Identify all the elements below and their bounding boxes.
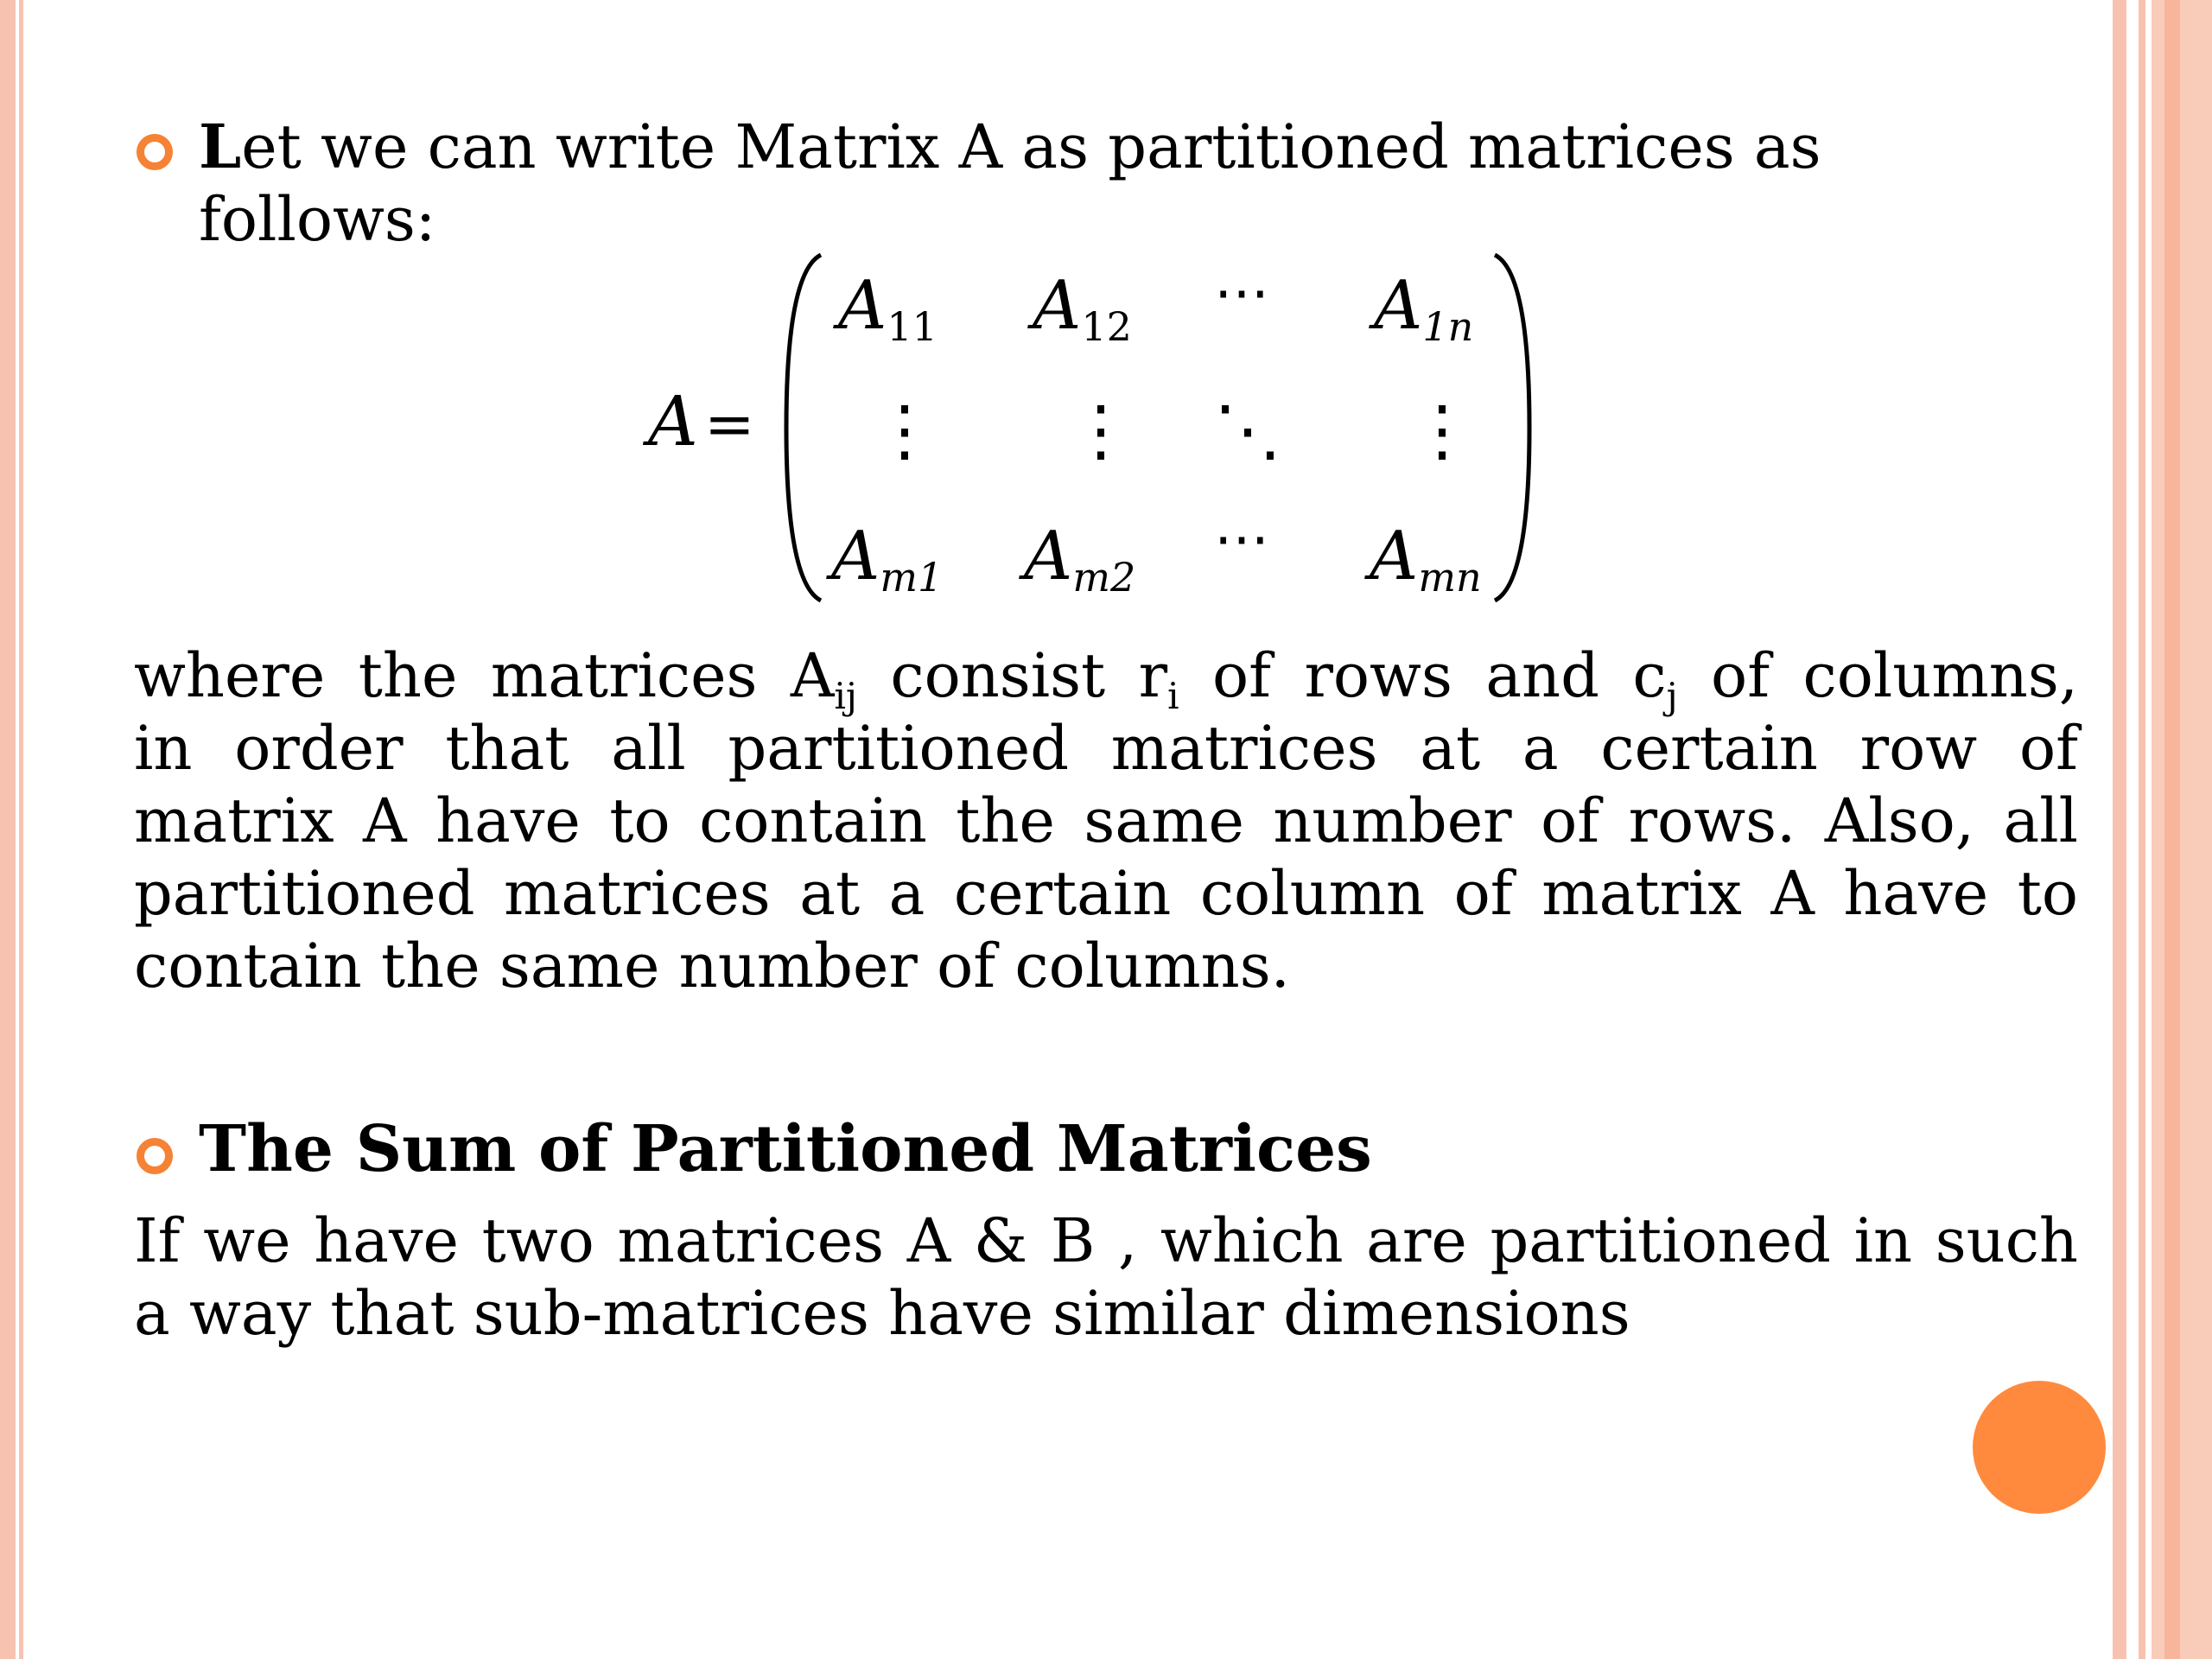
section-heading: The Sum of Partitioned Matrices <box>199 1112 1372 1186</box>
bullet-circle-icon <box>137 134 173 170</box>
paragraph-line-2: in order that all partitioned matrices at a certain row of <box>134 713 2078 784</box>
definition-paragraph <box>134 639 2078 1002</box>
partitioned-matrix-equation <box>639 246 1555 609</box>
entry-hdots-bottom: ⋯ <box>1214 507 1269 571</box>
right-frame-line <box>2139 0 2145 1659</box>
entry-amn: Amn <box>1370 518 1482 601</box>
intro-bold-letter: L <box>199 111 242 182</box>
entry-am1: Am1 <box>831 518 944 601</box>
intro-line-1-text: et we can write Matrix A as partitioned matrices as <box>241 111 1821 182</box>
sub-j: j <box>1666 675 1678 717</box>
paragraph-line-4: partitioned matrices at a certain column of matrix A have to <box>134 858 2078 929</box>
matrix-equals: = <box>704 389 755 460</box>
paragraph-line-5: contain the same number of columns. <box>134 931 1290 1001</box>
intro-line-2: follows: <box>199 184 436 255</box>
sub-ij: ij <box>834 675 857 717</box>
section-body <box>134 1205 2078 1350</box>
sub-i: i <box>1167 675 1179 717</box>
left-frame-line <box>19 0 23 1659</box>
p1-d: of columns, <box>1677 640 2079 711</box>
entry-am2: Am2 <box>1024 518 1136 601</box>
left-frame-band <box>0 0 16 1659</box>
matrix-left-bracket <box>786 255 821 601</box>
entry-vdots-2: ⋮ <box>1067 392 1135 470</box>
entry-hdots-top: ⋯ <box>1214 261 1269 325</box>
matrix-right-bracket <box>1495 255 1529 601</box>
entry-vdots-3: ⋮ <box>1408 392 1476 470</box>
entry-vdots-1: ⋮ <box>871 392 938 470</box>
accent-circle <box>1973 1381 2106 1514</box>
matrix-lhs: A <box>648 381 698 461</box>
paragraph-line-3: matrix A have to contain the same number of rows. Also, all <box>134 785 2078 856</box>
p1-a: where the matrices A <box>134 640 835 711</box>
bullet-circle-icon <box>137 1138 173 1174</box>
entry-a12: A12 <box>1033 267 1132 350</box>
p1-c: of rows and c <box>1179 640 1667 711</box>
entry-ddots: ⋱ <box>1214 392 1281 470</box>
paragraph-line-1 <box>134 639 2079 717</box>
right-frame-inner-stripe <box>2164 0 2180 1659</box>
intro-text <box>199 111 2100 256</box>
entry-a11: A11 <box>838 267 938 350</box>
entry-a1n: A1n <box>1374 267 1474 350</box>
right-frame-band <box>2113 0 2126 1659</box>
intro-line-1 <box>199 111 2100 183</box>
p1-b: consist r <box>856 640 1168 711</box>
right-frame-edge <box>2152 0 2212 1659</box>
section-body-line-2: a way that sub-matrices have similar dimensions <box>134 1278 1630 1349</box>
section-body-line-1: If we have two matrices A & B , which are partitioned in such <box>134 1205 2078 1276</box>
